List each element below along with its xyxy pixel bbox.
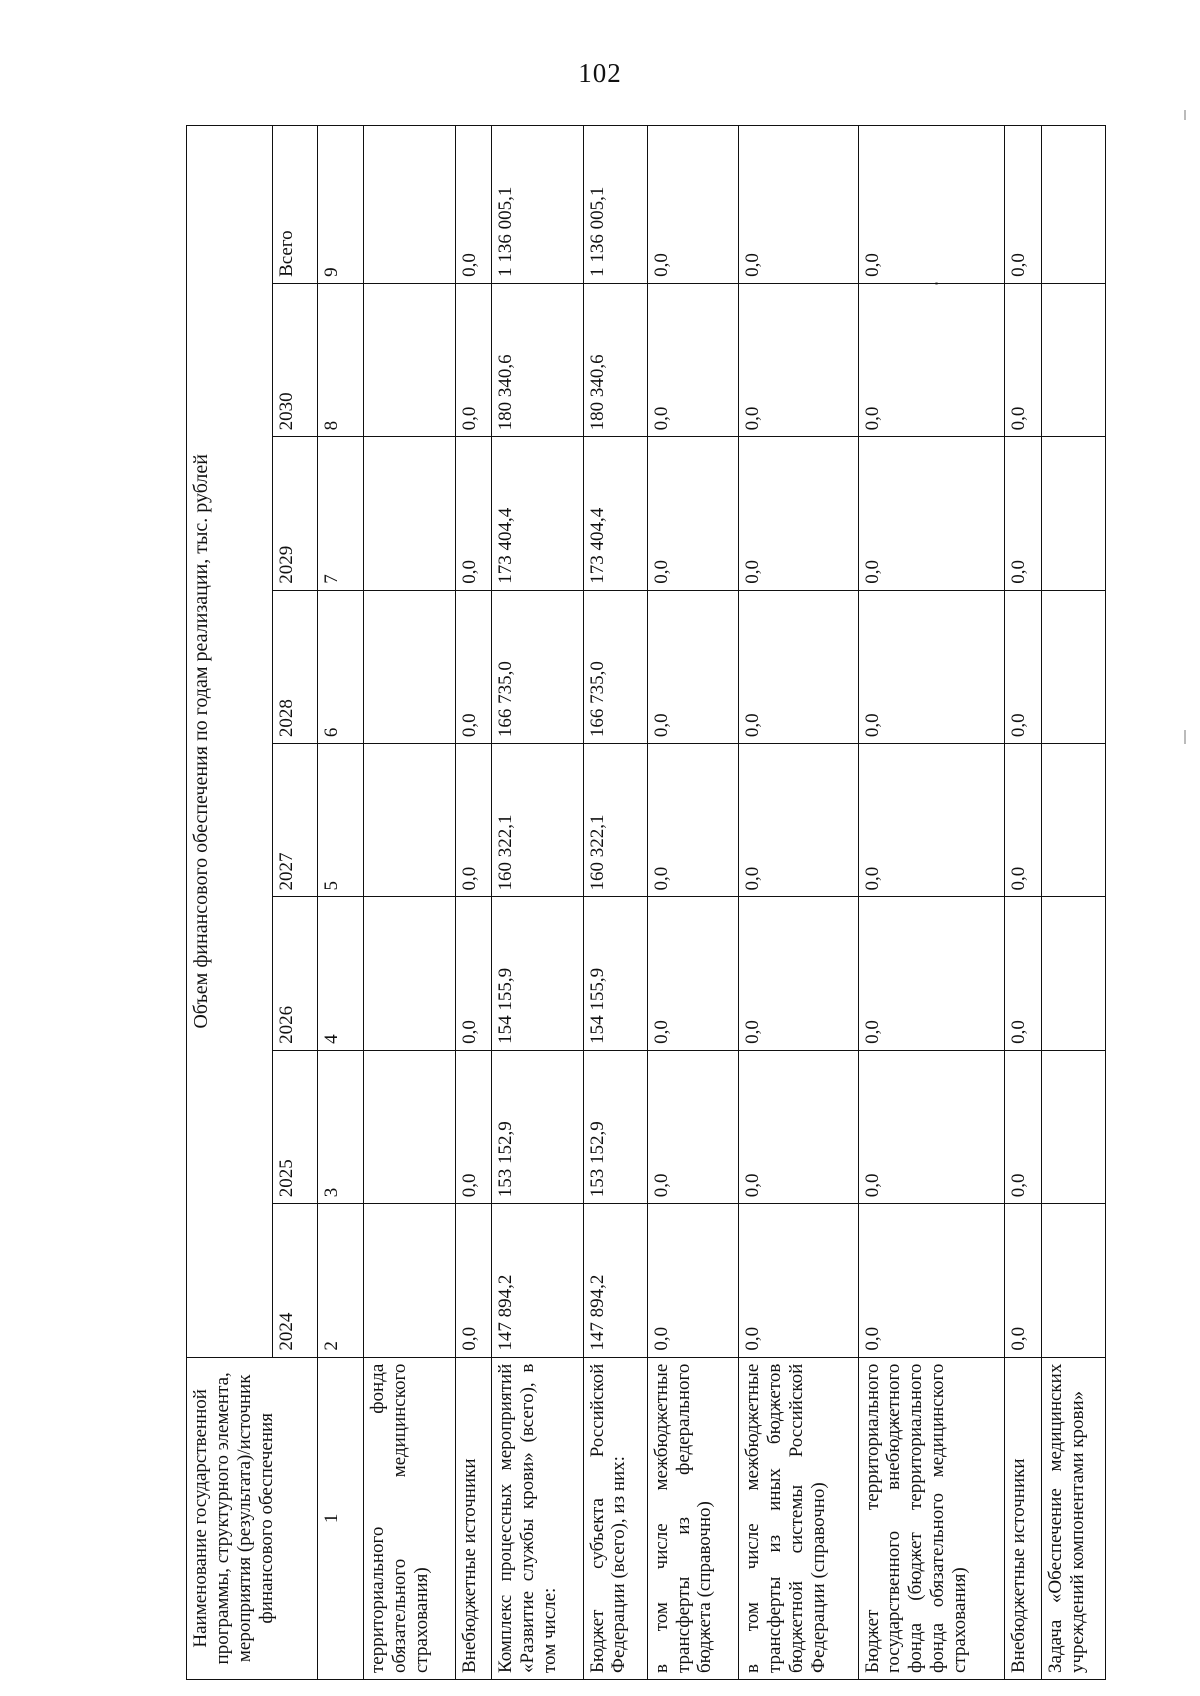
value-cell: 0,0: [739, 897, 858, 1050]
value-cell: [363, 1204, 455, 1357]
value-cell: 0,0: [739, 126, 858, 284]
year-header-cell: 2024: [272, 1204, 317, 1357]
value-cell: [1041, 437, 1105, 590]
header-row: [187, 126, 273, 1680]
header-name-cell: Наименование государственной программы, структурного элемента, мероприятия (результата)/источник финансового обеспечения: [187, 1357, 318, 1679]
value-cell: 173 404,4: [583, 437, 647, 590]
page-number: 102: [578, 58, 622, 88]
column-number-cell: 2: [318, 1204, 364, 1357]
value-cell: 0,0: [647, 1050, 739, 1203]
rotated-table-container: [186, 125, 1106, 1680]
value-cell: 0,0: [455, 744, 491, 897]
value-cell: 160 322,1: [491, 744, 583, 897]
value-cell: 0,0: [739, 590, 858, 743]
value-cell: [1041, 590, 1105, 743]
value-cell: 166 735,0: [491, 590, 583, 743]
value-cell: 0,0: [647, 1204, 739, 1357]
year-header-cell: Всего: [272, 126, 317, 284]
value-cell: 154 155,9: [583, 897, 647, 1050]
row-name-cell: Задача «Обеспечение медицинских учреждений компонентами крови»: [1041, 1357, 1105, 1679]
scan-artifact: [1184, 730, 1186, 744]
value-cell: 0,0: [858, 1204, 1005, 1357]
value-cell: 0,0: [858, 897, 1005, 1050]
value-cell: 173 404,4: [491, 437, 583, 590]
column-number-cell: 9: [318, 126, 364, 284]
year-header-cell: 2030: [272, 283, 317, 436]
year-header-cell: 2028: [272, 590, 317, 743]
value-cell: [363, 897, 455, 1050]
value-cell: [363, 744, 455, 897]
value-cell: 0,0: [647, 897, 739, 1050]
value-cell: 0,0: [455, 1050, 491, 1203]
scan-artifact: [1184, 110, 1186, 120]
value-cell: 0,0: [739, 1050, 858, 1203]
header-volume-cell: Объем финансового обеспечения по годам реализации, тыс. рублей: [187, 126, 273, 1358]
value-cell: 0,0: [858, 590, 1005, 743]
table-row: [583, 126, 647, 1680]
value-cell: [363, 590, 455, 743]
row-name-cell: Комплекс процессных мероприятий «Развитие службы крови» (всего), в том числе:: [491, 1357, 583, 1679]
value-cell: 0,0: [1005, 437, 1041, 590]
table-row: [363, 126, 455, 1680]
value-cell: 147 894,2: [491, 1204, 583, 1357]
value-cell: 166 735,0: [583, 590, 647, 743]
value-cell: 0,0: [647, 126, 739, 284]
value-cell: [1041, 126, 1105, 284]
column-number-cell: 8: [318, 283, 364, 436]
value-cell: 0,0: [739, 283, 858, 436]
value-cell: 154 155,9: [491, 897, 583, 1050]
value-cell: 0,0: [455, 1204, 491, 1357]
value-cell: 0,0: [647, 744, 739, 897]
value-cell: 0,0: [1005, 1050, 1041, 1203]
row-name-cell: Внебюджетные источники: [455, 1357, 491, 1679]
value-cell: 0,0: [647, 283, 739, 436]
value-cell: 180 340,6: [583, 283, 647, 436]
value-cell: 0,0: [858, 744, 1005, 897]
table-row: [739, 126, 858, 1680]
value-cell: 0,0: [455, 126, 491, 284]
year-header-cell: 2029: [272, 437, 317, 590]
value-cell: [1041, 897, 1105, 1050]
column-number-cell: 6: [318, 590, 364, 743]
value-cell: 0,0: [858, 437, 1005, 590]
table-row: [647, 126, 739, 1680]
value-cell: 0,0: [739, 1204, 858, 1357]
value-cell: [1041, 283, 1105, 436]
column-number-cell: 7: [318, 437, 364, 590]
value-cell: 0,0: [647, 590, 739, 743]
table-row: [491, 126, 583, 1680]
value-cell: 0,0: [455, 437, 491, 590]
column-numbers-row: [318, 126, 364, 1680]
year-header-cell: 2025: [272, 1050, 317, 1203]
value-cell: 0,0: [1005, 744, 1041, 897]
table-row: [1041, 126, 1105, 1680]
value-cell: 0,0: [1005, 897, 1041, 1050]
value-cell: 0,0: [455, 897, 491, 1050]
financing-table: [186, 125, 1106, 1680]
value-cell: 0,0: [858, 126, 1005, 284]
value-cell: 0,0: [1005, 283, 1041, 436]
column-number-cell: 4: [318, 897, 364, 1050]
value-cell: 160 322,1: [583, 744, 647, 897]
value-cell: 153 152,9: [491, 1050, 583, 1203]
value-cell: [363, 283, 455, 436]
value-cell: [1041, 1204, 1105, 1357]
value-cell: [363, 1050, 455, 1203]
row-name-cell: территориального фонда обязательного медицинского страхования): [363, 1357, 455, 1679]
value-cell: 0,0: [455, 283, 491, 436]
value-cell: [1041, 1050, 1105, 1203]
row-name-cell: Бюджет субъекта Российской Федерации (всего), из них:: [583, 1357, 647, 1679]
value-cell: 0,0: [739, 744, 858, 897]
row-name-cell: в том числе межбюджетные трансферты из федерального бюджета (справочно): [647, 1357, 739, 1679]
value-cell: 0,0: [858, 283, 1005, 436]
value-cell: 0,0: [1005, 590, 1041, 743]
value-cell: 0,0: [739, 437, 858, 590]
value-cell: [363, 126, 455, 284]
row-name-cell: Бюджет территориального государственного внебюджетного фонда (бюджет территориального фонда обязательного медицинского страхования): [858, 1357, 1005, 1679]
year-header-cell: 2026: [272, 897, 317, 1050]
value-cell: 180 340,6: [491, 283, 583, 436]
value-cell: 153 152,9: [583, 1050, 647, 1203]
row-name-cell: в том числе межбюджетные трансферты из иных бюджетов бюджетной системы Российской Федерации (справочно): [739, 1357, 858, 1679]
value-cell: 0,0: [647, 437, 739, 590]
value-cell: [1041, 744, 1105, 897]
table-row: [858, 126, 1005, 1680]
value-cell: 1 136 005,1: [583, 126, 647, 284]
value-cell: 147 894,2: [583, 1204, 647, 1357]
value-cell: 1 136 005,1: [491, 126, 583, 284]
table-row: [455, 126, 491, 1680]
value-cell: 0,0: [1005, 1204, 1041, 1357]
row-name-cell: Внебюджетные источники: [1005, 1357, 1041, 1679]
value-cell: [363, 437, 455, 590]
year-header-cell: 2027: [272, 744, 317, 897]
column-number-cell: 1: [318, 1357, 364, 1679]
value-cell: 0,0: [455, 590, 491, 743]
value-cell: 0,0: [1005, 126, 1041, 284]
value-cell: 0,0: [858, 1050, 1005, 1203]
column-number-cell: 3: [318, 1050, 364, 1203]
table-row: [1005, 126, 1041, 1680]
column-number-cell: 5: [318, 744, 364, 897]
